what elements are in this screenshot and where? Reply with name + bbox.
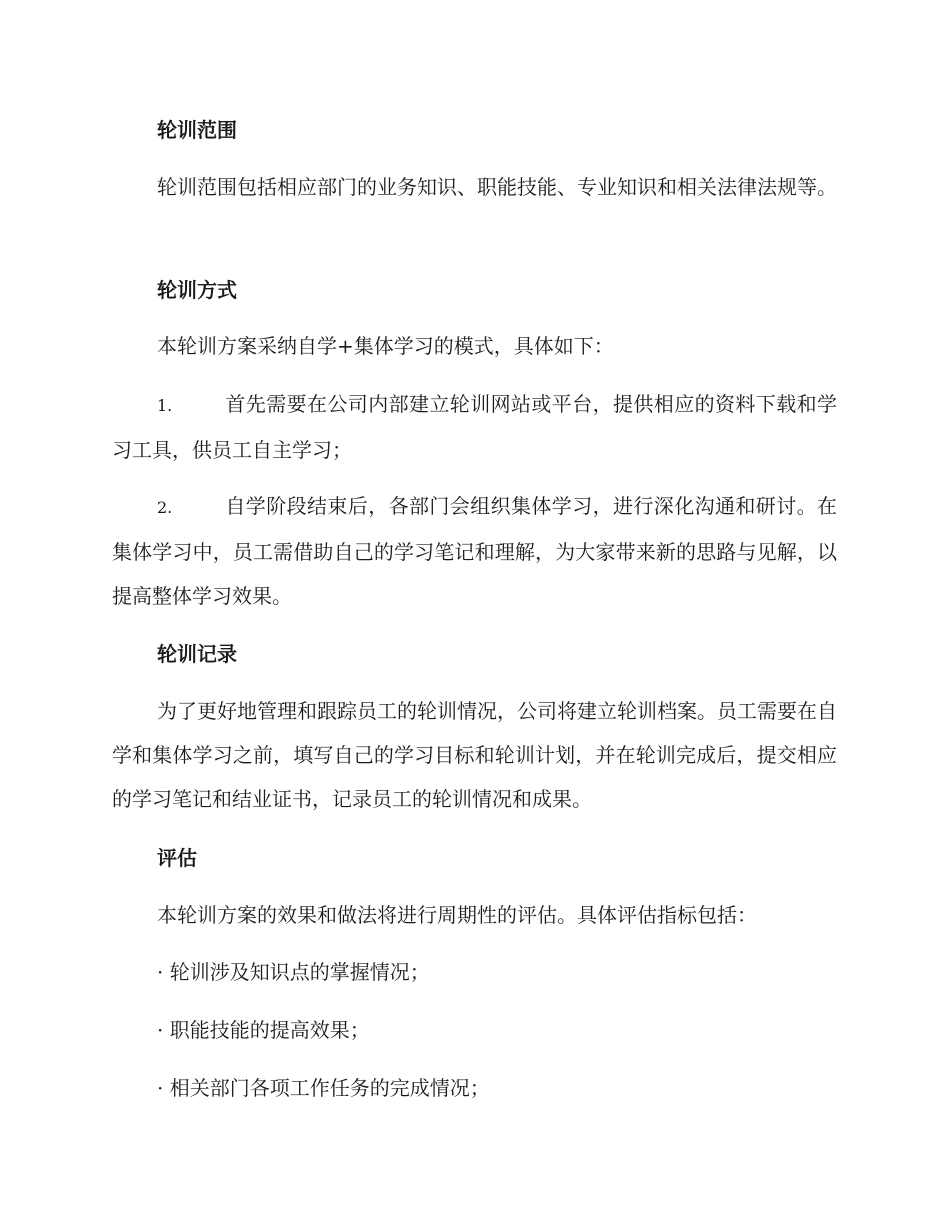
item-number: 1. xyxy=(157,396,173,415)
section-paragraph-scope: 轮训范围包括相应部门的业务知识、职能技能、专业知识和相关法律法规等。 xyxy=(157,175,837,199)
numbered-item-1 xyxy=(112,382,837,472)
numbered-item-2 xyxy=(112,484,837,618)
section-heading-method: 轮训方式 xyxy=(157,278,237,302)
section-heading-records: 轮训记录 xyxy=(157,642,237,666)
section-paragraph-method: 本轮训方案采纳自学+集体学习的模式，具体如下： xyxy=(157,334,614,358)
section-heading-scope: 轮训范围 xyxy=(157,118,237,142)
section-paragraph-records: 为了更好地管理和跟踪员工的轮训情况，公司将建立轮训档案。员工需要在自学和集体学习之前，填写自己的学习目标和轮训计划，并在轮训完成后，提交相应的学习笔记和结业证书，记录员工的轮训情况和成果。 xyxy=(112,699,837,811)
bullet-item: · 职能技能的提高效果； xyxy=(157,1018,370,1042)
item-text: 首先需要在公司内部建立轮训网站或平台，提供相应的资料下载和学习工具，供员工自主学习； xyxy=(112,392,837,462)
item-number: 2. xyxy=(157,498,173,517)
item-text: 自学阶段结束后，各部门会组织集体学习，进行深化沟通和研讨。在集体学习中，员工需借助自己的学习笔记和理解，为大家带来新的思路与见解，以提高整体学习效果。 xyxy=(112,494,837,608)
bullet-item: · 轮训涉及知识点的掌握情况； xyxy=(157,960,430,984)
section-paragraph-evaluation: 本轮训方案的效果和做法将进行周期性的评估。具体评估指标包括： xyxy=(157,903,757,927)
bullet-item: · 相关部门各项工作任务的完成情况； xyxy=(157,1076,490,1100)
section-heading-evaluation: 评估 xyxy=(157,846,197,870)
